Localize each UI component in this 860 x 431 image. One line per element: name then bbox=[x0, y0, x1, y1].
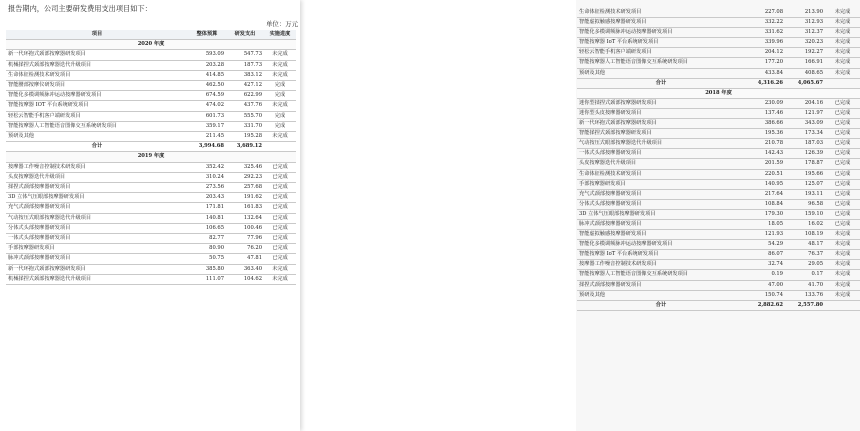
project-name-cell: 智能按摩器 IOT 平台系统研发项目 bbox=[6, 101, 188, 111]
spend-cell: 312.93 bbox=[785, 18, 825, 28]
table-row bbox=[6, 70, 296, 80]
status-cell: 已完成 bbox=[825, 209, 860, 219]
project-name-cell: 脉冲式颈部按摩器研发项目 bbox=[6, 254, 188, 264]
project-name-cell: 分体式头部按摩器研发项目 bbox=[577, 199, 745, 209]
table-row bbox=[6, 203, 296, 213]
budget-cell: 82.77 bbox=[188, 234, 226, 244]
table-row bbox=[6, 193, 296, 203]
status-cell: 未完成 bbox=[825, 280, 860, 290]
spend-cell: 77.96 bbox=[226, 234, 264, 244]
spend-cell: 178.87 bbox=[785, 159, 825, 169]
total-label: 合计 bbox=[577, 300, 745, 310]
project-name-cell: 轻松云智能手机客户端研发项目 bbox=[6, 111, 188, 121]
total-spend: 2,557.80 bbox=[785, 300, 825, 310]
project-name-cell: 预研及其他 bbox=[577, 68, 745, 78]
table-row bbox=[577, 240, 860, 250]
table-row bbox=[577, 38, 860, 48]
table-row bbox=[577, 230, 860, 240]
budget-cell: 211.45 bbox=[188, 132, 226, 142]
total-budget: 3,994.68 bbox=[188, 142, 226, 152]
status-cell: 已完成 bbox=[825, 98, 860, 108]
status-cell: 已完成 bbox=[264, 254, 296, 264]
total-status bbox=[264, 142, 296, 152]
budget-cell: 201.59 bbox=[745, 159, 785, 169]
budget-cell: 227.08 bbox=[745, 8, 785, 18]
status-cell: 完成 bbox=[264, 91, 296, 101]
table-row bbox=[6, 172, 296, 182]
table-row bbox=[577, 179, 860, 189]
budget-cell: 54.29 bbox=[745, 240, 785, 250]
budget-cell: 385.80 bbox=[188, 264, 226, 274]
project-name-cell: 迷你型头皮按摩器研发项目 bbox=[577, 108, 745, 118]
budget-cell: 142.43 bbox=[745, 149, 785, 159]
budget-cell: 203.43 bbox=[188, 193, 226, 203]
status-cell: 已完成 bbox=[825, 179, 860, 189]
status-cell: 未完成 bbox=[264, 274, 296, 284]
project-name-cell: 一体式头部按摩器研发项目 bbox=[6, 234, 188, 244]
project-name-cell: 轻松云智能手机客户端研发项目 bbox=[577, 48, 745, 58]
project-name-cell: 新一代环抱式颈部按摩器研发项目 bbox=[6, 264, 188, 274]
spend-cell: 195.28 bbox=[226, 132, 264, 142]
header-item: 项目 bbox=[6, 30, 188, 40]
table-row bbox=[577, 108, 860, 118]
budget-cell: 150.74 bbox=[745, 290, 785, 300]
budget-cell: 106.65 bbox=[188, 223, 226, 233]
table-row bbox=[577, 129, 860, 139]
rd-expense-table-left bbox=[6, 30, 296, 285]
table-row bbox=[577, 8, 860, 18]
status-cell: 未完成 bbox=[264, 132, 296, 142]
year-section-title: 2019 年度 bbox=[6, 152, 296, 162]
budget-cell: 474.02 bbox=[188, 101, 226, 111]
status-cell: 已完成 bbox=[825, 139, 860, 149]
table-row bbox=[577, 260, 860, 270]
spend-cell: 41.70 bbox=[785, 280, 825, 290]
project-name-cell: 气动按压式眼部按摩器迭代升级项目 bbox=[6, 213, 188, 223]
budget-cell: 433.84 bbox=[745, 68, 785, 78]
budget-cell: 359.17 bbox=[188, 121, 226, 131]
spend-cell: 555.70 bbox=[226, 111, 264, 121]
project-name-cell: 智能虚拟触感按摩器研发项目 bbox=[577, 230, 745, 240]
project-name-cell: 揉捏式颈部按摩器研发项目 bbox=[577, 280, 745, 290]
budget-cell: 137.46 bbox=[745, 108, 785, 118]
project-name-cell: 按摩器工作噪音控制技术研发项目 bbox=[6, 162, 188, 172]
table-row bbox=[6, 132, 296, 142]
header-spend: 研发支出 bbox=[226, 30, 264, 40]
project-name-cell: 3D 立体气压眼部按摩器研发项目 bbox=[6, 193, 188, 203]
table-row bbox=[577, 119, 860, 129]
project-name-cell: 智能化多模调频脉冲运动按摩器研发项目 bbox=[577, 28, 745, 38]
spend-cell: 343.09 bbox=[785, 119, 825, 129]
status-cell: 已完成 bbox=[264, 172, 296, 182]
status-cell: 已完成 bbox=[264, 213, 296, 223]
status-cell: 未完成 bbox=[825, 8, 860, 18]
budget-cell: 47.00 bbox=[745, 280, 785, 290]
table-row bbox=[577, 48, 860, 58]
total-label: 合计 bbox=[6, 142, 188, 152]
status-cell: 未完成 bbox=[825, 28, 860, 38]
project-name-cell: 充气式颈部按摩器研发项目 bbox=[6, 203, 188, 213]
table-row bbox=[577, 290, 860, 300]
total-row bbox=[6, 142, 296, 152]
budget-cell: 386.66 bbox=[745, 119, 785, 129]
spend-cell: 193.11 bbox=[785, 189, 825, 199]
budget-cell: 331.62 bbox=[745, 28, 785, 38]
total-status bbox=[825, 300, 860, 310]
budget-cell: 0.19 bbox=[745, 270, 785, 280]
table-row bbox=[6, 254, 296, 264]
project-name-cell: 一体式头部按摩器研发项目 bbox=[577, 149, 745, 159]
status-cell: 未完成 bbox=[825, 18, 860, 28]
budget-cell: 217.64 bbox=[745, 189, 785, 199]
table-row bbox=[577, 68, 860, 78]
budget-cell: 108.84 bbox=[745, 199, 785, 209]
total-budget: 2,882.62 bbox=[745, 300, 785, 310]
table-row bbox=[6, 274, 296, 284]
table-row bbox=[6, 91, 296, 101]
spend-cell: 47.81 bbox=[226, 254, 264, 264]
project-name-cell: 生命体征检测技术研发项目 bbox=[577, 8, 745, 18]
spend-cell: 331.70 bbox=[226, 121, 264, 131]
spend-cell: 187.03 bbox=[785, 139, 825, 149]
spend-cell: 437.76 bbox=[226, 101, 264, 111]
spend-cell: 191.62 bbox=[226, 193, 264, 203]
spend-cell: 108.19 bbox=[785, 230, 825, 240]
total-row bbox=[577, 78, 860, 88]
year-section-title: 2020 年度 bbox=[6, 40, 296, 50]
spend-cell: 29.05 bbox=[785, 260, 825, 270]
table-row bbox=[577, 250, 860, 260]
project-name-cell: 3D 立体气压眼部按摩器研发项目 bbox=[577, 209, 745, 219]
status-cell: 已完成 bbox=[264, 244, 296, 254]
total-status bbox=[825, 78, 860, 88]
budget-cell: 674.59 bbox=[188, 91, 226, 101]
budget-cell: 204.12 bbox=[745, 48, 785, 58]
status-cell: 已完成 bbox=[825, 119, 860, 129]
intro-text: 报告期内，公司主要研发费用支出项目如下： bbox=[8, 4, 152, 13]
project-name-cell: 充气式颈部按摩器研发项目 bbox=[577, 189, 745, 199]
spend-cell: 76.20 bbox=[226, 244, 264, 254]
spend-cell: 363.40 bbox=[226, 264, 264, 274]
status-cell: 未完成 bbox=[264, 264, 296, 274]
spend-cell: 383.12 bbox=[226, 70, 264, 80]
year-section-row bbox=[577, 88, 860, 98]
project-name-cell: 智能腰部按摩仪研发项目 bbox=[6, 81, 188, 91]
status-cell: 未完成 bbox=[825, 270, 860, 280]
project-name-cell: 迷你型揉捏式颈部按摩器研发项目 bbox=[577, 98, 745, 108]
status-cell: 已完成 bbox=[825, 159, 860, 169]
spend-cell: 133.76 bbox=[785, 290, 825, 300]
project-name-cell: 预研及其他 bbox=[6, 132, 188, 142]
table-row bbox=[6, 183, 296, 193]
status-cell: 未完成 bbox=[264, 101, 296, 111]
status-cell: 完成 bbox=[264, 81, 296, 91]
spend-cell: 257.68 bbox=[226, 183, 264, 193]
project-name-cell: 新一代环抱式颈部按摩器研发项目 bbox=[6, 50, 188, 60]
status-cell: 未完成 bbox=[825, 68, 860, 78]
project-name-cell: 智能按摩器 IoT 平台系统研发项目 bbox=[577, 38, 745, 48]
spend-cell: 292.23 bbox=[226, 172, 264, 182]
table-row bbox=[6, 234, 296, 244]
table-row bbox=[6, 101, 296, 111]
table-row bbox=[577, 280, 860, 290]
project-name-cell: 机械揉捏式颈部按摩器迭代升级项目 bbox=[6, 60, 188, 70]
budget-cell: 140.95 bbox=[745, 179, 785, 189]
status-cell: 未完成 bbox=[264, 70, 296, 80]
budget-cell: 32.74 bbox=[745, 260, 785, 270]
status-cell: 完成 bbox=[264, 121, 296, 131]
table-row bbox=[577, 270, 860, 280]
table-row bbox=[6, 81, 296, 91]
status-cell: 未完成 bbox=[825, 230, 860, 240]
budget-cell: 230.09 bbox=[745, 98, 785, 108]
project-name-cell: 智能按摩器人工智能语音图像交互系统研发项目 bbox=[6, 121, 188, 131]
status-cell: 已完成 bbox=[825, 169, 860, 179]
status-cell: 已完成 bbox=[825, 189, 860, 199]
budget-cell: 80.90 bbox=[188, 244, 226, 254]
status-cell: 已完成 bbox=[264, 223, 296, 233]
project-name-cell: 手部按摩器研发项目 bbox=[6, 244, 188, 254]
project-name-cell: 气动按压式眼部按摩器迭代升级项目 bbox=[577, 139, 745, 149]
project-name-cell: 分体式头部按摩器研发项目 bbox=[6, 223, 188, 233]
year-section-row bbox=[6, 152, 296, 162]
spend-cell: 547.73 bbox=[226, 50, 264, 60]
status-cell: 未完成 bbox=[264, 60, 296, 70]
budget-cell: 593.09 bbox=[188, 50, 226, 60]
project-name-cell: 智能按摩器 IoT 平台系统研发项目 bbox=[577, 250, 745, 260]
table-row bbox=[577, 199, 860, 209]
spend-cell: 0.17 bbox=[785, 270, 825, 280]
budget-cell: 462.50 bbox=[188, 81, 226, 91]
budget-cell: 111.07 bbox=[188, 274, 226, 284]
budget-cell: 140.81 bbox=[188, 213, 226, 223]
table-row bbox=[577, 189, 860, 199]
budget-cell: 332.22 bbox=[745, 18, 785, 28]
spend-cell: 195.66 bbox=[785, 169, 825, 179]
rd-expense-table-right bbox=[577, 8, 860, 311]
total-row bbox=[577, 300, 860, 310]
total-spend: 4,065.67 bbox=[785, 78, 825, 88]
spend-cell: 76.37 bbox=[785, 250, 825, 260]
table-row bbox=[577, 209, 860, 219]
table-row bbox=[6, 162, 296, 172]
budget-cell: 273.56 bbox=[188, 183, 226, 193]
year-section-title: 2018 年度 bbox=[577, 88, 860, 98]
table-row bbox=[6, 111, 296, 121]
spend-cell: 16.02 bbox=[785, 219, 825, 229]
spend-cell: 161.83 bbox=[226, 203, 264, 213]
project-name-cell: 生命体征检测技术研发项目 bbox=[6, 70, 188, 80]
spend-cell: 320.23 bbox=[785, 38, 825, 48]
budget-cell: 310.24 bbox=[188, 172, 226, 182]
budget-cell: 352.42 bbox=[188, 162, 226, 172]
table-header-row bbox=[6, 30, 296, 40]
project-name-cell: 智能按摩器人工智能语音图像交互系统研发项目 bbox=[577, 270, 745, 280]
project-name-cell: 按摩器工作噪音控制技术研发项目 bbox=[577, 260, 745, 270]
status-cell: 已完成 bbox=[825, 108, 860, 118]
total-spend: 3,689.12 bbox=[226, 142, 264, 152]
budget-cell: 601.73 bbox=[188, 111, 226, 121]
budget-cell: 121.93 bbox=[745, 230, 785, 240]
project-name-cell: 新一代环抱式颈部按摩器研发项目 bbox=[577, 119, 745, 129]
status-cell: 已完成 bbox=[264, 162, 296, 172]
spend-cell: 100.46 bbox=[226, 223, 264, 233]
project-name-cell: 预研及其他 bbox=[577, 290, 745, 300]
table-row bbox=[577, 219, 860, 229]
budget-cell: 179.30 bbox=[745, 209, 785, 219]
status-cell: 已完成 bbox=[825, 219, 860, 229]
status-cell: 未完成 bbox=[264, 50, 296, 60]
status-cell: 完成 bbox=[264, 111, 296, 121]
table-row bbox=[6, 213, 296, 223]
status-cell: 未完成 bbox=[825, 38, 860, 48]
spend-cell: 173.34 bbox=[785, 129, 825, 139]
budget-cell: 86.07 bbox=[745, 250, 785, 260]
unit-label: 单位：万元 bbox=[266, 20, 298, 28]
budget-cell: 171.81 bbox=[188, 203, 226, 213]
status-cell: 已完成 bbox=[264, 193, 296, 203]
spend-cell: 187.73 bbox=[226, 60, 264, 70]
status-cell: 已完成 bbox=[825, 199, 860, 209]
status-cell: 未完成 bbox=[825, 290, 860, 300]
spend-cell: 104.62 bbox=[226, 274, 264, 284]
spend-cell: 96.58 bbox=[785, 199, 825, 209]
right-page bbox=[286, 0, 851, 431]
project-name-cell: 揉捏式颈部按摩器研发项目 bbox=[6, 183, 188, 193]
spend-cell: 325.46 bbox=[226, 162, 264, 172]
spend-cell: 427.12 bbox=[226, 81, 264, 91]
budget-cell: 414.85 bbox=[188, 70, 226, 80]
spend-cell: 622.99 bbox=[226, 91, 264, 101]
header-budget: 整体预算 bbox=[188, 30, 226, 40]
project-name-cell: 生命体征检测技术研发项目 bbox=[577, 169, 745, 179]
project-name-cell: 手部按摩器研发项目 bbox=[577, 179, 745, 189]
table-row bbox=[577, 18, 860, 28]
budget-cell: 210.78 bbox=[745, 139, 785, 149]
project-name-cell: 头皮按摩器迭代升级项目 bbox=[577, 159, 745, 169]
table-row bbox=[577, 98, 860, 108]
status-cell: 已完成 bbox=[825, 149, 860, 159]
left-page bbox=[0, 0, 300, 431]
table-row bbox=[6, 60, 296, 70]
project-name-cell: 脉冲式颈部按摩器研发项目 bbox=[577, 219, 745, 229]
budget-cell: 203.28 bbox=[188, 60, 226, 70]
project-name-cell: 智能按摩器人工智能语音图像交互系统研发项目 bbox=[577, 58, 745, 68]
spend-cell: 48.17 bbox=[785, 240, 825, 250]
table-row bbox=[6, 264, 296, 274]
table-row bbox=[577, 28, 860, 38]
header-status: 实施进度 bbox=[264, 30, 296, 40]
table-row bbox=[577, 159, 860, 169]
spend-cell: 159.10 bbox=[785, 209, 825, 219]
spend-cell: 312.37 bbox=[785, 28, 825, 38]
status-cell: 已完成 bbox=[264, 183, 296, 193]
project-name-cell: 智能化多模调频脉冲运动按摩器研发项目 bbox=[577, 240, 745, 250]
spend-cell: 166.91 bbox=[785, 58, 825, 68]
spend-cell: 125.07 bbox=[785, 179, 825, 189]
table-row bbox=[6, 244, 296, 254]
spend-cell: 213.90 bbox=[785, 8, 825, 18]
status-cell: 未完成 bbox=[825, 58, 860, 68]
project-name-cell: 头皮按摩器迭代升级项目 bbox=[6, 172, 188, 182]
status-cell: 未完成 bbox=[825, 250, 860, 260]
status-cell: 未完成 bbox=[825, 48, 860, 58]
project-name-cell: 智能虚拟触感按摩器研发项目 bbox=[577, 18, 745, 28]
spend-cell: 204.16 bbox=[785, 98, 825, 108]
spend-cell: 192.27 bbox=[785, 48, 825, 58]
status-cell: 已完成 bbox=[264, 203, 296, 213]
status-cell: 未完成 bbox=[825, 260, 860, 270]
table-row bbox=[577, 139, 860, 149]
budget-cell: 339.96 bbox=[745, 38, 785, 48]
table-row bbox=[6, 50, 296, 60]
spend-cell: 121.97 bbox=[785, 108, 825, 118]
spend-cell: 408.65 bbox=[785, 68, 825, 78]
table-row bbox=[6, 121, 296, 131]
table-row bbox=[6, 223, 296, 233]
table-row bbox=[577, 58, 860, 68]
spend-cell: 132.64 bbox=[226, 213, 264, 223]
status-cell: 已完成 bbox=[825, 129, 860, 139]
table-row bbox=[577, 169, 860, 179]
total-budget: 4,316.26 bbox=[745, 78, 785, 88]
project-name-cell: 智能揉捏式颈部按摩器研发项目 bbox=[577, 129, 745, 139]
year-section-row bbox=[6, 40, 296, 50]
status-cell: 已完成 bbox=[264, 234, 296, 244]
project-name-cell: 机械揉捏式颈部按摩器迭代升级项目 bbox=[6, 274, 188, 284]
table-row bbox=[577, 149, 860, 159]
budget-cell: 220.51 bbox=[745, 169, 785, 179]
project-name-cell: 智能化多模调频脉冲运动按摩器研发项目 bbox=[6, 91, 188, 101]
budget-cell: 177.20 bbox=[745, 58, 785, 68]
budget-cell: 18.05 bbox=[745, 219, 785, 229]
status-cell: 未完成 bbox=[825, 240, 860, 250]
budget-cell: 50.75 bbox=[188, 254, 226, 264]
total-label: 合计 bbox=[577, 78, 745, 88]
spend-cell: 126.39 bbox=[785, 149, 825, 159]
budget-cell: 195.36 bbox=[745, 129, 785, 139]
